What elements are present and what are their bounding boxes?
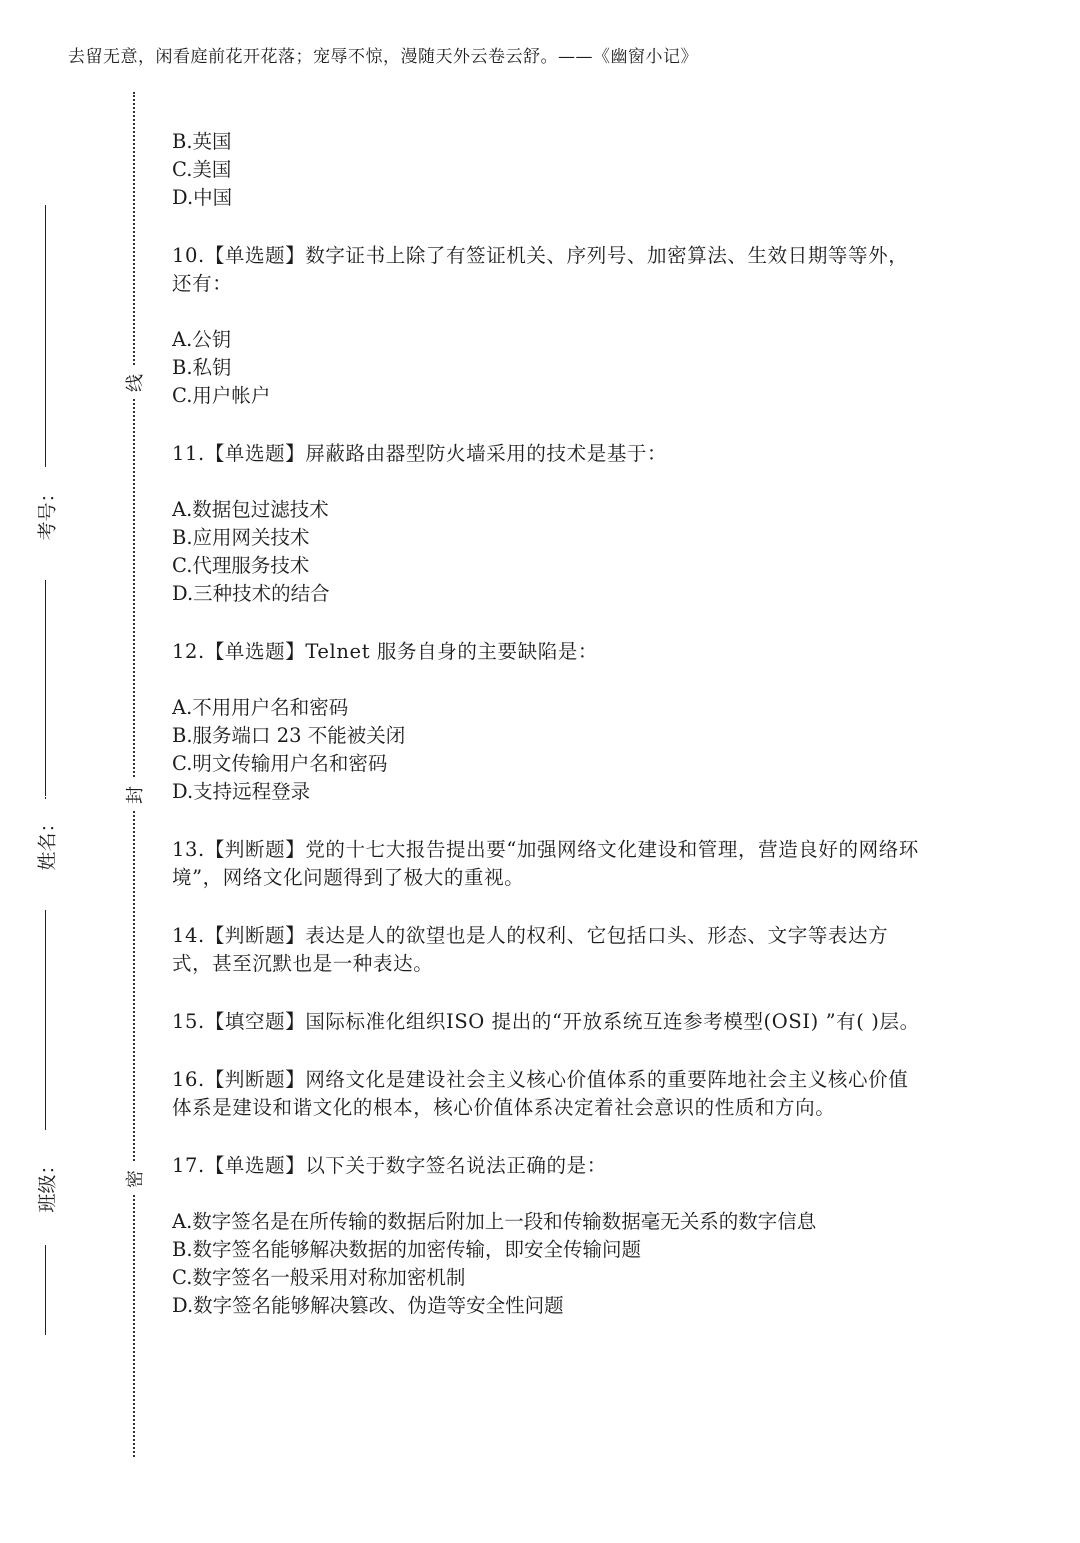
question-text: 党的十七大报告提出要“加强网络文化建设和管理，营造良好的网络环境”，网络文化问题得到了极大的重视。 xyxy=(172,838,919,889)
option[interactable]: D.数字签名能够解决篡改、伪造等安全性问题 xyxy=(172,1294,564,1317)
question-type: 【单选题】 xyxy=(204,244,306,267)
option[interactable]: D.中国 xyxy=(172,186,233,209)
option[interactable]: D.支持远程登录 xyxy=(172,780,311,803)
exam-number-line xyxy=(45,205,46,467)
question-number: 13. xyxy=(172,838,205,861)
question-number: 16. xyxy=(172,1068,205,1091)
question-options xyxy=(172,326,932,410)
binding-dotted-line xyxy=(133,92,135,1457)
question-text: Telnet 服务自身的主要缺陷是： xyxy=(305,640,599,663)
question-stem xyxy=(172,638,920,666)
question-15 xyxy=(172,1008,932,1036)
question-stem xyxy=(172,1066,920,1122)
name-write-line[interactable] xyxy=(45,910,46,1130)
option[interactable]: B.应用网关技术 xyxy=(172,526,310,549)
option[interactable]: A.公钥 xyxy=(172,328,232,351)
question-number: 11. xyxy=(172,442,205,465)
name-separator xyxy=(45,797,46,799)
binding-mark-line: 线 xyxy=(121,367,147,399)
question-text: 网络文化是建设社会主义核心价值体系的重要阵地社会主义核心价值体系是建设和谐文化的根本，核心价值体系决定着社会意识的性质和方向。 xyxy=(172,1068,909,1119)
class-label: 班级： xyxy=(36,1155,59,1213)
option[interactable]: B.数字签名能够解决数据的加密传输，即安全传输问题 xyxy=(172,1238,642,1261)
option[interactable]: C.代理服务技术 xyxy=(172,554,310,577)
question-type: 【单选题】 xyxy=(204,640,306,663)
question-number: 10. xyxy=(172,244,205,267)
question-13 xyxy=(172,836,932,892)
option[interactable]: B.服务端口 23 不能被关闭 xyxy=(172,724,406,747)
option[interactable]: A.不用用户名和密码 xyxy=(172,696,349,719)
question-text: 以下关于数字签名说法正确的是： xyxy=(305,1154,607,1177)
continued-options xyxy=(172,128,932,212)
question-stem xyxy=(172,440,920,468)
question-16 xyxy=(172,1066,932,1122)
option[interactable]: B.私钥 xyxy=(172,356,232,379)
question-type: 【单选题】 xyxy=(204,442,306,465)
question-options xyxy=(172,694,932,806)
question-type: 【判断题】 xyxy=(204,924,306,947)
option[interactable]: A.数字签名是在所传输的数据后附加上一段和传输数据毫无关系的数字信息 xyxy=(172,1210,817,1233)
option[interactable]: C.美国 xyxy=(172,158,232,181)
question-number: 12. xyxy=(172,640,205,663)
question-stem xyxy=(172,242,920,298)
question-12 xyxy=(172,638,932,806)
question-text: 数字证书上除了有签证机关、序列号、加密算法、生效日期等等外，还有： xyxy=(172,244,909,295)
question-type: 【单选题】 xyxy=(204,1154,306,1177)
question-text: 国际标准化组织ISO 提出的“开放系统互连参考模型(OSI) ”有( )层。 xyxy=(305,1010,920,1033)
question-type: 【判断题】 xyxy=(204,838,306,861)
question-options xyxy=(172,496,932,608)
question-stem xyxy=(172,836,920,892)
option[interactable]: A.数据包过滤技术 xyxy=(172,498,329,521)
binding-mark-secret: 密 xyxy=(121,1163,147,1195)
question-stem xyxy=(172,1152,920,1180)
question-content xyxy=(172,128,932,1320)
question-number: 15. xyxy=(172,1010,205,1033)
class-write-line[interactable] xyxy=(45,1245,46,1335)
question-number: 14. xyxy=(172,924,205,947)
option[interactable]: C.数字签名一般采用对称加密机制 xyxy=(172,1266,466,1289)
question-10 xyxy=(172,242,932,410)
question-text: 屏蔽路由器型防火墙采用的技术是基于： xyxy=(305,442,668,465)
question-stem xyxy=(172,922,920,978)
question-stem xyxy=(172,1008,920,1036)
exam-number-label: 考号： xyxy=(36,483,59,541)
option[interactable]: C.用户帐户 xyxy=(172,384,271,407)
option[interactable]: C.明文传输用户名和密码 xyxy=(172,752,388,775)
question-options xyxy=(172,1208,932,1320)
header-quote: 去留无意，闲看庭前花开花落；宠辱不惊，漫随天外云卷云舒。——《幽窗小记》 xyxy=(68,47,698,67)
question-type: 【填空题】 xyxy=(204,1010,306,1033)
option[interactable]: D.三种技术的结合 xyxy=(172,582,330,605)
question-17 xyxy=(172,1152,932,1320)
question-14 xyxy=(172,922,932,978)
binding-mark-seal: 封 xyxy=(121,779,147,811)
question-11 xyxy=(172,440,932,608)
option[interactable]: B.英国 xyxy=(172,130,232,153)
exam-number-write-line[interactable] xyxy=(45,580,46,796)
question-type: 【判断题】 xyxy=(204,1068,306,1091)
question-number: 17. xyxy=(172,1154,205,1177)
name-label: 姓名： xyxy=(36,813,59,871)
question-text: 表达是人的欲望也是人的权利、它包括口头、形态、文字等表达方式，甚至沉默也是一种表达。 xyxy=(172,924,889,975)
